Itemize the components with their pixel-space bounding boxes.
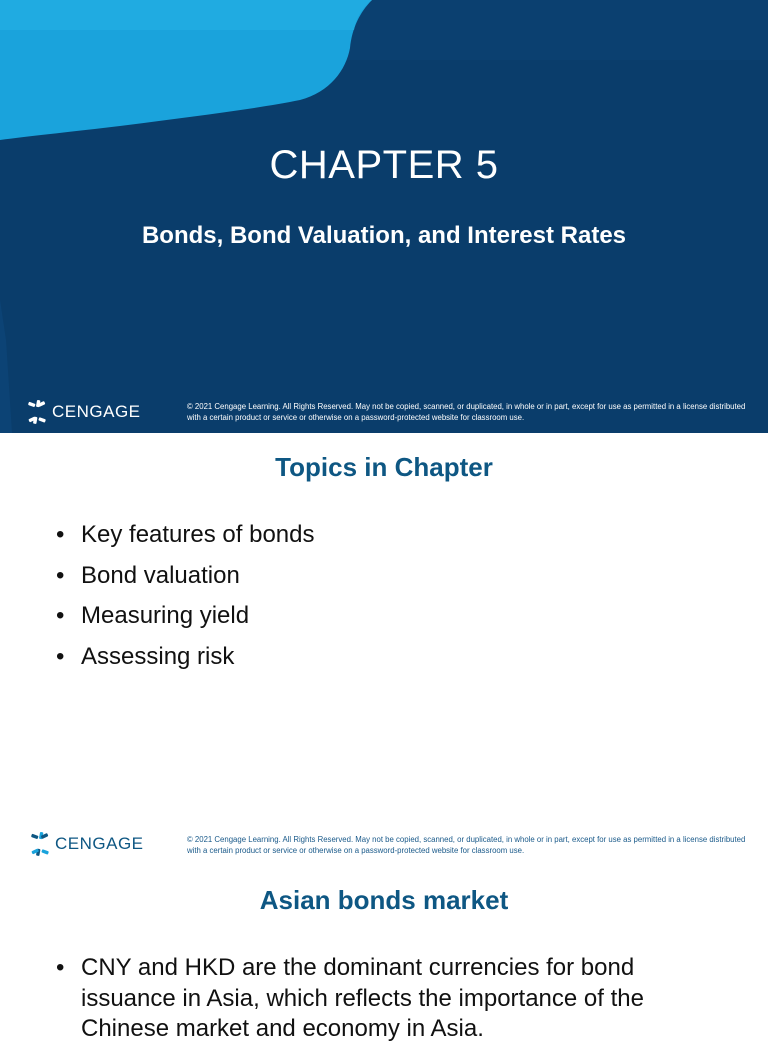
bullet-item <box>56 642 314 672</box>
chapter-subtitle: Bonds, Bond Valuation, and Interest Rates <box>141 222 627 249</box>
chapter-title: CHAPTER 5 <box>269 143 499 187</box>
logo-wordmark: CENGAGE <box>55 834 144 853</box>
logo-wordmark: CENGAGE <box>52 402 141 421</box>
bullet-text: CNY and HKD are the dominant currencies for bond issuance in Asia, which reflects the importance of the Chinese market and economy in Asia. <box>81 954 644 1042</box>
cengage-starburst-icon <box>29 832 51 856</box>
bullet-list <box>56 520 314 682</box>
cengage-starburst-icon <box>26 400 48 424</box>
bullet-text: Key features of bonds <box>81 521 315 548</box>
slide-heading: Topics in Chapter <box>275 452 493 482</box>
cengage-logo <box>26 400 141 424</box>
bullet-list <box>56 953 716 1045</box>
topics-slide <box>0 433 768 866</box>
bullet-dot-icon: • <box>56 602 65 629</box>
title-slide <box>0 0 768 433</box>
cengage-logo <box>29 832 144 856</box>
copyright-notice: © 2021 Cengage Learning. All Rights Reserved. May not be copied, scanned, or duplicated, in whole or in part, except for use as permitted in a license distributed with a certain product or service or otherwise on a password-protected website for classroom use. <box>187 402 746 422</box>
banner-background <box>0 0 768 433</box>
bullet-text: Measuring yield <box>81 602 250 629</box>
bullet-dot-icon: • <box>56 954 65 981</box>
bullet-item <box>56 520 314 550</box>
slide-footer <box>0 392 768 433</box>
bullet-dot-icon: • <box>56 561 65 589</box>
bullet-dot-icon: • <box>56 642 65 670</box>
bullet-item <box>56 953 716 1045</box>
bullet-text: Assessing risk <box>81 642 235 670</box>
bullet-item <box>56 561 314 591</box>
asian-bonds-slide <box>0 866 768 1042</box>
slide-heading: Asian bonds market <box>259 885 509 915</box>
bullet-text: Bond valuation <box>81 561 240 589</box>
copyright-notice: © 2021 Cengage Learning. All Rights Reserved. May not be copied, scanned, or duplicated, in whole or in part, except for use as permitted in a license distributed with a certain product or service or otherwise on a password-protected website for classroom use. <box>187 835 746 855</box>
bullet-dot-icon: • <box>56 521 65 548</box>
bullet-item <box>56 601 314 631</box>
